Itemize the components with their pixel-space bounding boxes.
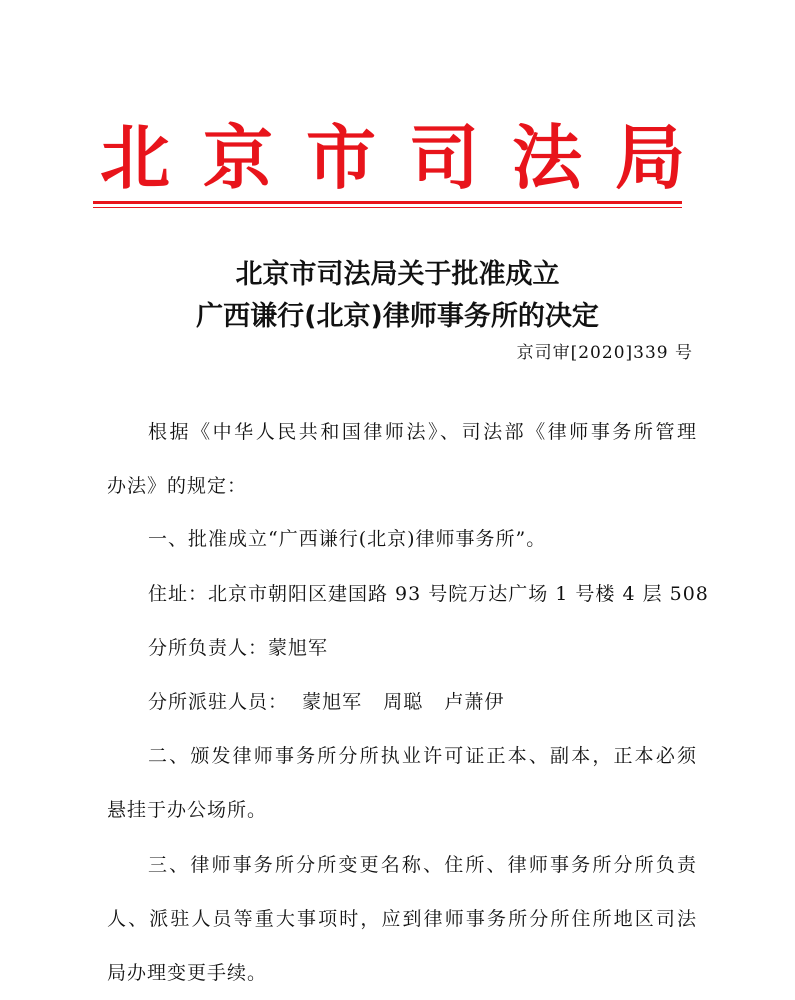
agency-letterhead <box>100 118 685 198</box>
item-license-line-2: 悬挂于办公场所。 <box>107 799 268 821</box>
item-license-line-1: 二、颁发律师事务所分所执业许可证正本、副本，正本必须 <box>148 745 697 767</box>
agency-char: 法 <box>512 116 582 199</box>
address-line: 住址：北京市朝阳区建国路 93 号院万达广场 1 号楼 4 层 508 <box>148 583 709 605</box>
item-change-line-1: 三、律师事务所分所变更名称、住所、律师事务所分所负责 <box>148 854 697 876</box>
agency-char: 市 <box>306 116 376 199</box>
agency-char: 北 <box>100 116 170 199</box>
letterhead-rule-thin <box>93 207 682 208</box>
agency-char: 局 <box>615 116 685 199</box>
item-change-line-3: 局办理变更手续。 <box>107 962 268 984</box>
branch-head-line: 分所负责人：蒙旭军 <box>148 637 329 659</box>
letterhead-rule-thick <box>93 201 682 204</box>
paragraph-basis-line-2: 办法》的规定： <box>107 475 248 497</box>
document-title-line-1: 北京市司法局关于批准成立 <box>235 259 560 290</box>
branch-staff-line: 分所派驻人员： 蒙旭军 周聪 卢萧伊 <box>148 691 505 713</box>
paragraph-basis-line-1: 根据《中华人民共和国律师法》、司法部《律师事务所管理 <box>148 421 697 443</box>
item-change-line-2: 人、派驻人员等重大事项时，应到律师事务所分所住所地区司法 <box>107 908 697 930</box>
document-number: 京司审[2020]339 号 <box>516 343 693 363</box>
agency-char: 司 <box>409 116 479 199</box>
agency-char: 京 <box>203 116 273 199</box>
document-title-line-2: 广西谦行(北京)律师事务所的决定 <box>196 301 599 332</box>
item-approval: 一、批准成立“广西谦行(北京)律师事务所”。 <box>148 528 547 550</box>
